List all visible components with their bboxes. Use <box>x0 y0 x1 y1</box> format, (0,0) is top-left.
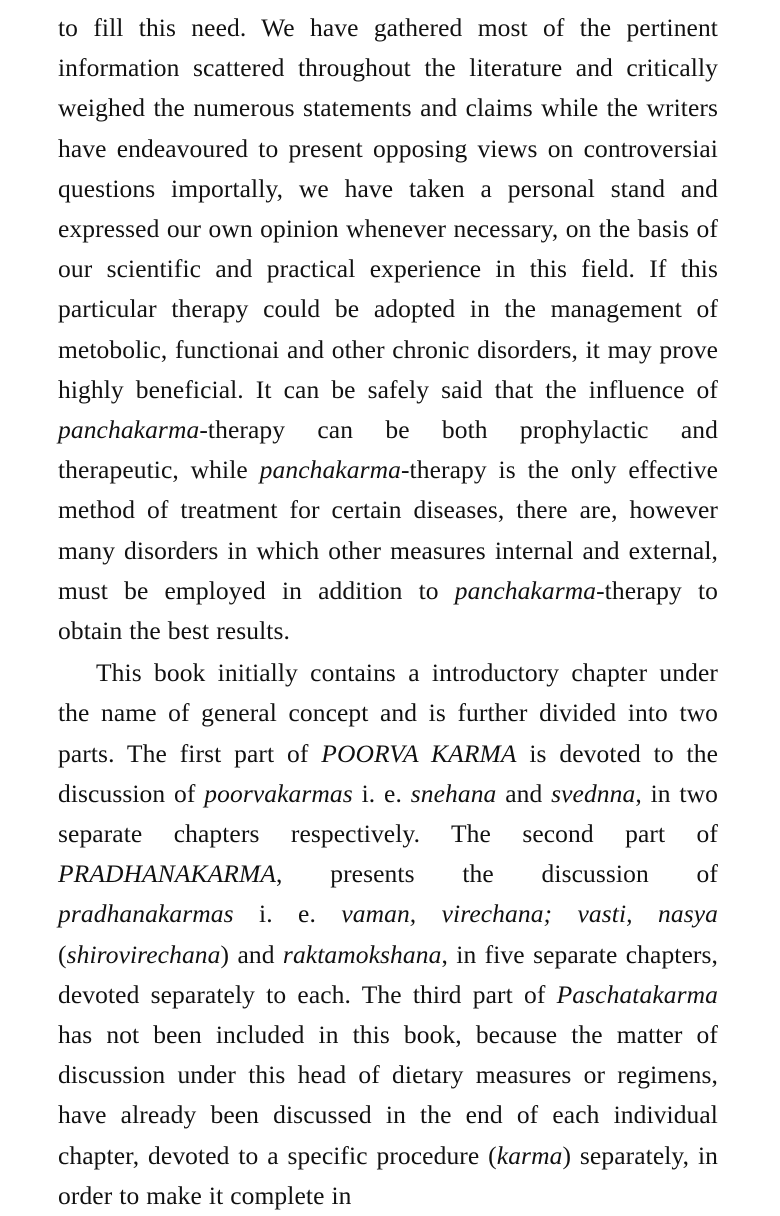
italic-term: svednna <box>551 778 636 808</box>
italic-term: pradhanakarmas <box>58 899 234 929</box>
text-run: is devoted to the discussion of <box>58 738 718 808</box>
text-run: ) and <box>220 939 283 969</box>
text-run: -therapy can be both prophylactic and therapeutic, while <box>58 415 718 485</box>
paragraph-1 <box>58 8 718 651</box>
text-run: -therapy is the only effective method of treatment for certain diseases, there are, however many disorders in which other measures internal and external, must be employed in addition to <box>58 455 718 605</box>
italic-term: karma <box>496 1140 563 1170</box>
text-run: to fill this need. We have gathered most of the pertinent information scattered throughout the literature and critically weighed the numerous statements and claims while the writers have endeavoured to present opposing views on controversiai questions importally, we have taken a personal stand and expressed our own opinion whenever necessary, on the basis of our scientific and practical experience in this field. If this particular therapy could be adopted in the management of metobolic, functionai and other chronic disorders, it may prove highly beneficial. It can be safely said that the influence of <box>58 13 718 404</box>
italic-term: panchakarma <box>454 575 597 605</box>
italic-term: PRADHANAKARMA <box>58 859 277 889</box>
paragraph-2 <box>58 653 718 1216</box>
text-run: and <box>496 778 552 808</box>
italic-term: panchakarma <box>58 415 200 445</box>
italic-term: snehana <box>410 778 497 808</box>
italic-term: POORVA KARMA <box>321 738 517 768</box>
text-run: -therapy to obtain the best results. <box>58 575 718 646</box>
text-run: , presents the discussion of <box>276 859 718 889</box>
text-run: ( <box>58 939 67 969</box>
page-body-text <box>58 8 718 1216</box>
italic-term: Paschatakarma <box>556 979 718 1009</box>
text-run: ) separately, in order to make it complete in <box>58 1140 718 1210</box>
italic-term: poorvakarmas <box>204 778 353 808</box>
italic-term: raktamokshana <box>282 939 442 969</box>
text-run: i. e. <box>352 778 411 808</box>
text-run: has not been included in this book, because the matter of discussion under this head of dietary measures or regimens, have already been discussed in the end of each individual chapter, devoted to a specific procedure ( <box>58 1020 718 1170</box>
italic-term: panchakarma <box>259 455 401 485</box>
text-run: , in two separate chapters respectively. The second part of <box>58 778 718 849</box>
text-run: , in five separate chapters, devoted separately to each. The third part of <box>58 939 718 1009</box>
text-run: This book initially contains a introductory chapter under the name of general concept and is further divided into two parts. The first part of <box>58 658 718 768</box>
italic-term: vaman, virechana; vasti, nasya <box>341 899 718 929</box>
text-run: i. e. <box>233 899 342 929</box>
italic-term: shirovirechana <box>66 939 221 969</box>
